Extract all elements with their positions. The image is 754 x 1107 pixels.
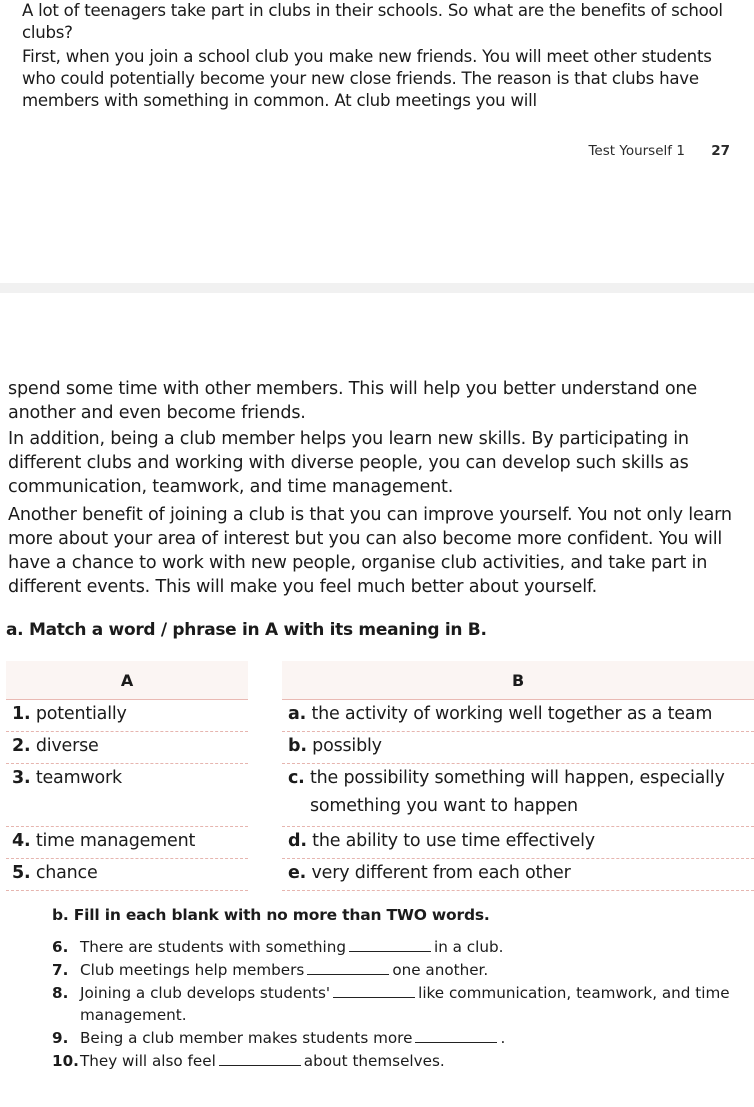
table-header-row (6, 661, 754, 700)
table-row (6, 700, 754, 732)
meaning-cell: a. the activity of working well together as a team (282, 700, 754, 732)
answer-blank[interactable] (415, 1028, 497, 1043)
answer-blank[interactable] (307, 960, 389, 975)
list-item: 8. Joining a club develops students' like communication, teamwork, and time management. (52, 984, 730, 1024)
meaning-cell: d. the ability to use time effectively (282, 827, 754, 859)
list-item: 9. Being a club member makes students more . (52, 1029, 506, 1047)
page-number: 27 (711, 143, 730, 159)
term-cell: 5. chance (6, 859, 248, 891)
lower-paragraph: spend some time with other members. This will help you better understand one another and even become friends. (8, 379, 697, 423)
list-item: 10. They will also feel about themselves. (52, 1052, 445, 1070)
list-item: 6. There are students with something in a club. (52, 938, 504, 956)
list-item: 7. Club meetings help members one another. (52, 961, 489, 979)
matching-table (6, 661, 754, 891)
term-cell: 3. teamwork (6, 764, 248, 827)
table-row (6, 827, 754, 859)
exercise-a-heading: a. Match a word / phrase in A with its meaning in B. (6, 620, 487, 640)
meaning-cell: e. very different from each other (282, 859, 754, 891)
column-a-header: A (6, 661, 248, 700)
lower-paragraph: In addition, being a club member helps you learn new skills. By participating in different clubs and working with diverse people, you can develop such skills as communication, teamwork, and time management. (8, 429, 689, 497)
table-row (6, 859, 754, 891)
term-cell: 1. potentially (6, 700, 248, 732)
meaning-cell: b. possibly (282, 732, 754, 764)
fill-in-list (52, 936, 748, 1073)
column-b-header: B (282, 661, 754, 700)
lower-paragraph: Another benefit of joining a club is that you can improve yourself. You not only learn more about your area of interest but you can also become more confident. You will have a chance to work with new people, organise club activities, and take part in different events. This will make you feel much better about yourself. (8, 505, 732, 597)
page-divider (0, 283, 754, 293)
meaning-cell: c. the possibility something will happen, especially something you want to happen (282, 764, 754, 827)
table-row (6, 764, 754, 827)
top-page-fragment (0, 0, 754, 112)
exercise-b-heading: b. Fill in each blank with no more than TWO words. (52, 906, 490, 924)
answer-blank[interactable] (219, 1051, 301, 1066)
answer-blank[interactable] (349, 937, 431, 952)
answer-blank[interactable] (333, 983, 415, 998)
term-cell: 2. diverse (6, 732, 248, 764)
body-paragraph: First, when you join a school club you make new friends. You will meet other students who could potentially become your new close friends. The reason is that clubs have members with something in common. At club meetings you will (22, 47, 712, 110)
table-row (6, 732, 754, 764)
footer-label: Test Yourself 1 (588, 143, 685, 159)
page-footer (588, 143, 730, 159)
intro-paragraph: A lot of teenagers take part in clubs in their schools. So what are the benefits of school clubs? (22, 1, 723, 42)
term-cell: 4. time management (6, 827, 248, 859)
